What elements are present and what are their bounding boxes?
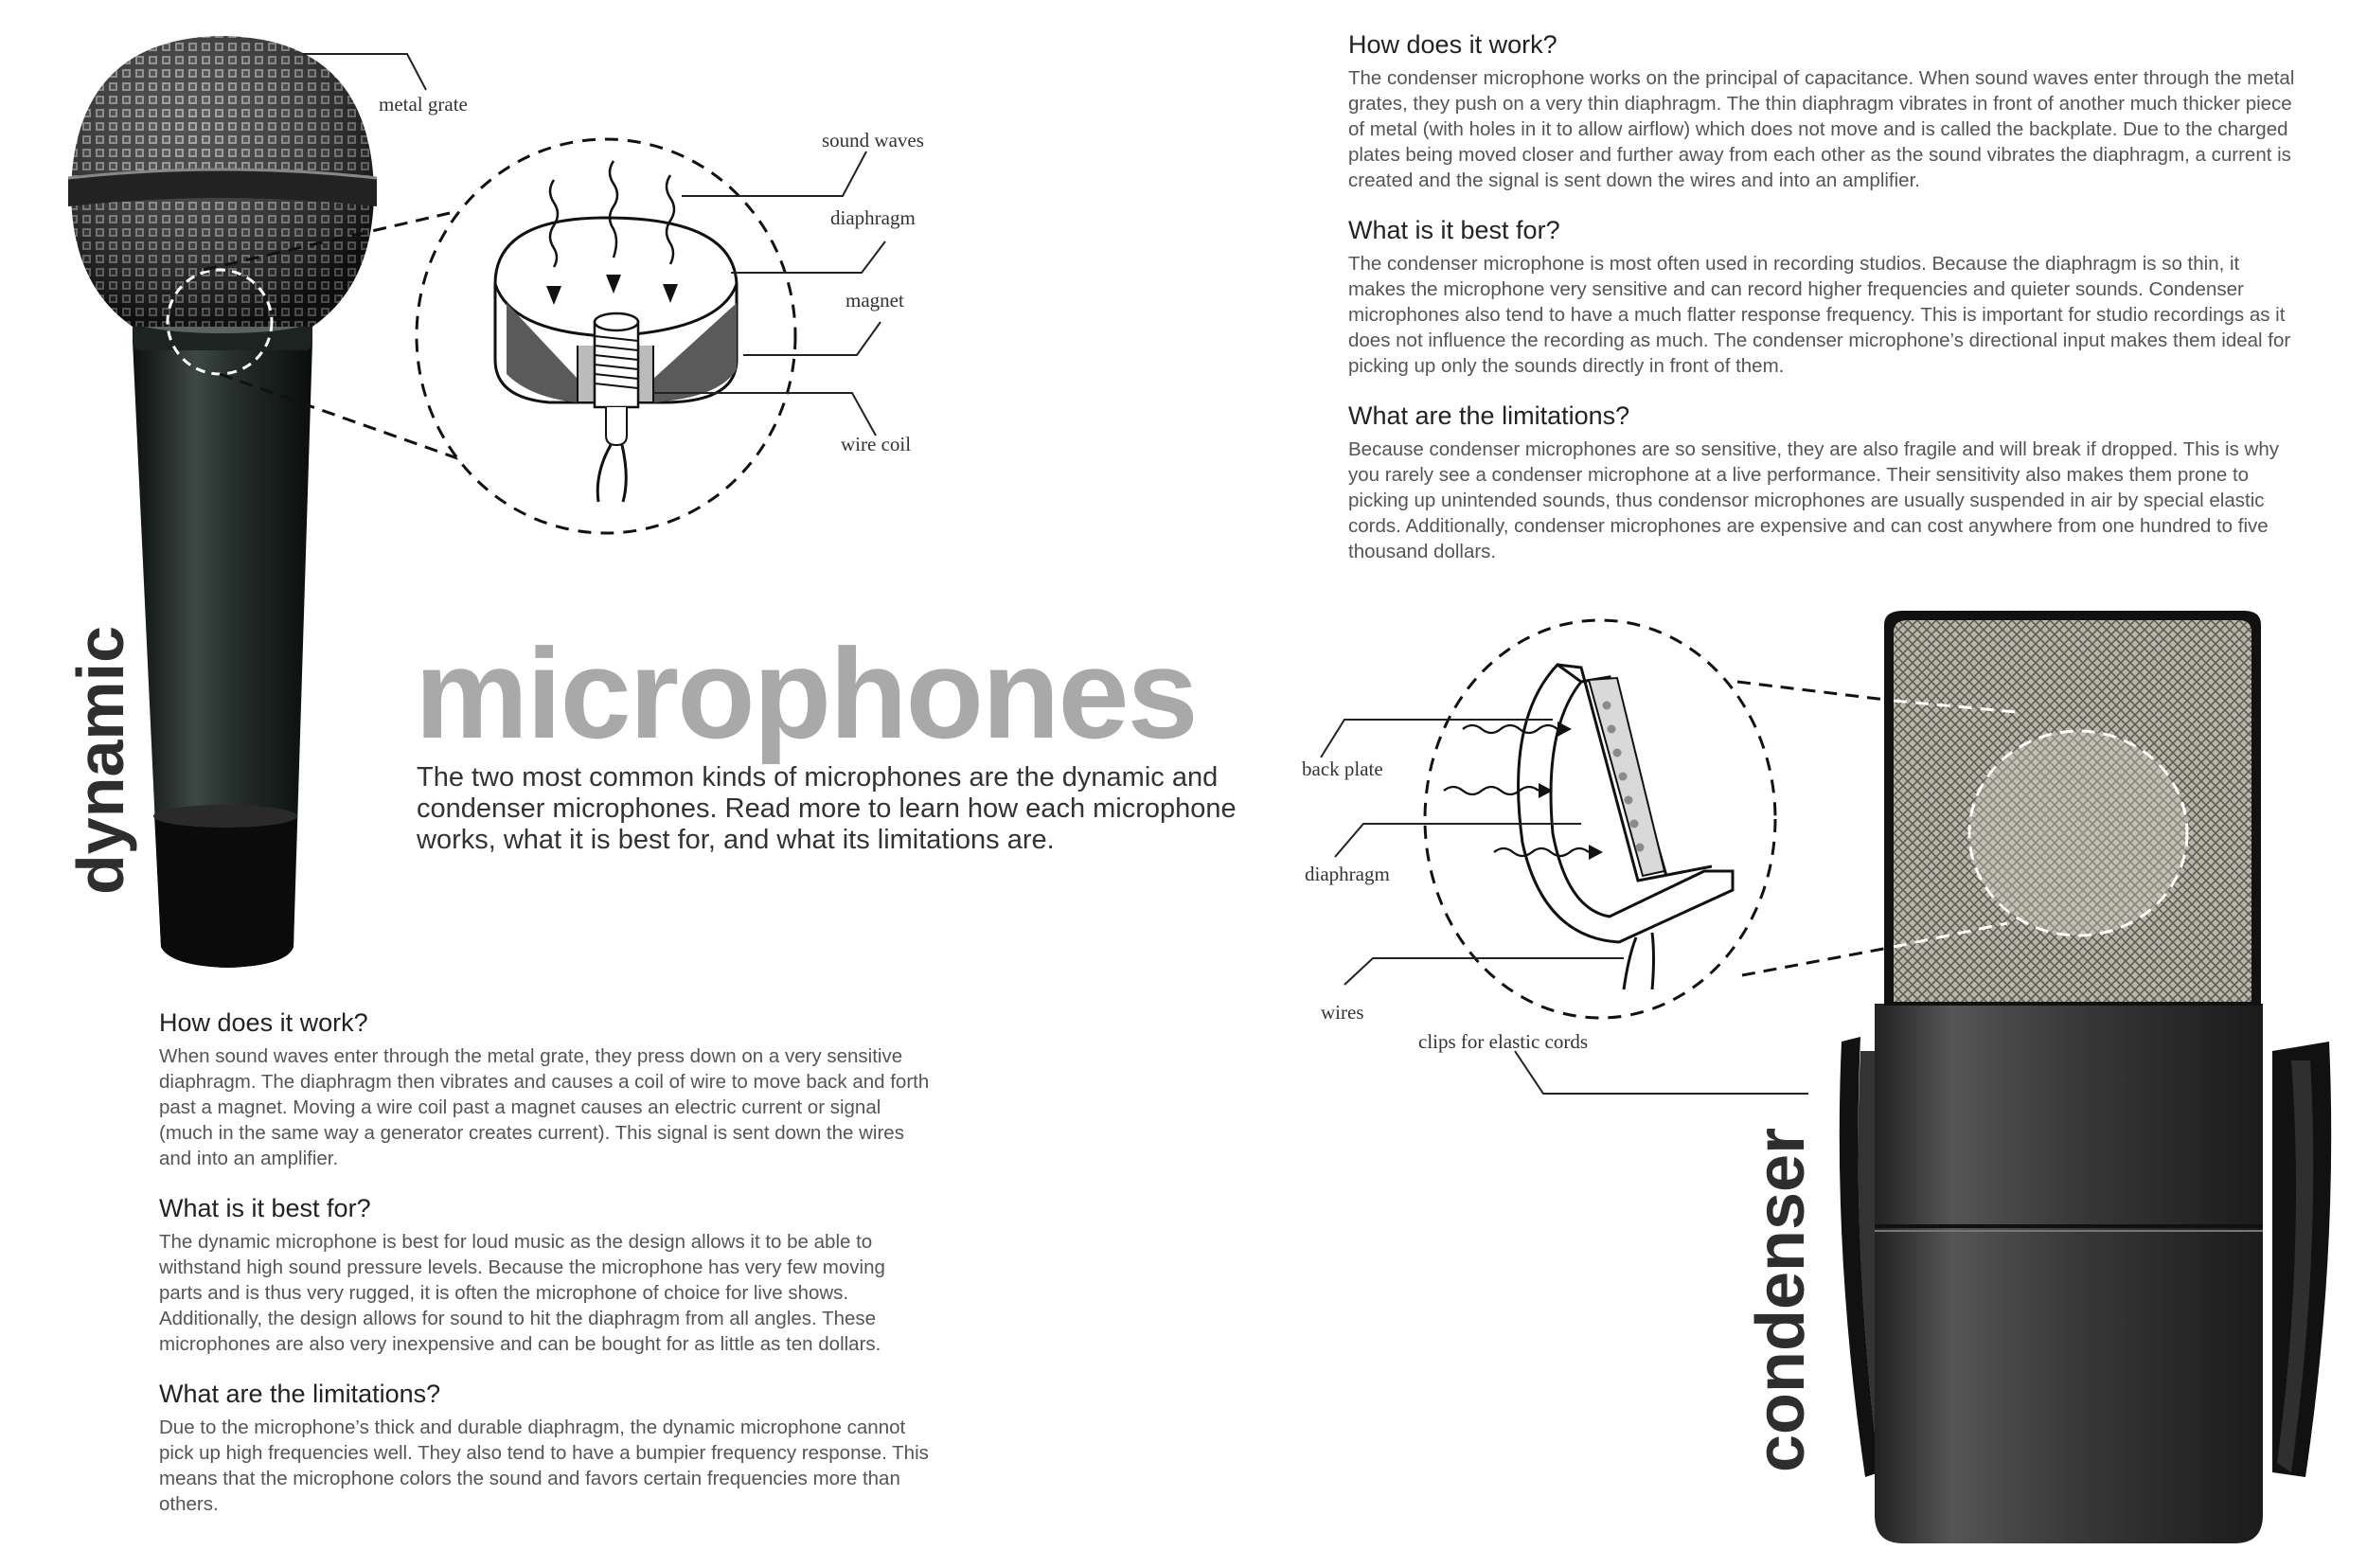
label-condenser-diaphragm: diaphragm <box>1305 863 1390 885</box>
condenser-how-heading: How does it work? <box>1348 30 1557 59</box>
dynamic-cutaway-diagram <box>417 139 795 533</box>
dynamic-limits-body: Due to the microphone’s thick and durable diaphragm, the dynamic microphone cannot pick up high frequencies well. They also tend to have a bumpier frequency response. This means that the microphone colors the sound and favors certain frequencies more than others. <box>159 1417 929 1515</box>
label-diaphragm: diaphragm <box>830 206 916 229</box>
label-wires: wires <box>1321 1001 1364 1024</box>
condenser-best-body: The condenser microphone is most often used in recording studios. Because the diaphragm is so thin, it makes the microphone very sensitive and can record higher frequencies and quieter sounds. Condenser microphones also tend to have a much flatter response frequency. This is important for studio recordings as it does not influence the recording as much. The condenser microphone’s directional input makes them ideal for picking up only the sounds directly in front of them. <box>1348 253 2291 377</box>
dynamic-limits-heading: What are the limitations? <box>159 1380 441 1408</box>
condenser-text-column <box>1348 30 2295 587</box>
dynamic-how-heading: How does it work? <box>159 1008 368 1037</box>
label-sound-waves: sound waves <box>822 129 924 151</box>
label-metal-grate: metal grate <box>379 93 468 116</box>
label-magnet: magnet <box>845 289 904 312</box>
label-clips: clips for elastic cords <box>1418 1030 1589 1053</box>
condenser-limits-body: Because condenser microphones are so sensitive, they are also fragile and will break if dropped. This is why you rarely see a condenser microphone at a live performance. Their sensitivity also makes them prone to picking up unintended sounds, thus condensor microphones are usually suspended in air by special elastic cords. Additionally, condenser microphones are expensive and can cost anywhere from one hundred to five thousand dollars. <box>1348 438 2279 562</box>
dynamic-best-body: The dynamic microphone is best for loud music as the design allows it to be able to withstand high sound pressure levels. Because the microphone has very few moving parts and is thus very rugged, it is often the microphone of choice for live shows. Additionally, the design allows for sound to hit the diaphragm from all angles. These microphones are also very inexpensive and can be bought for as little as ten dollars. <box>159 1231 885 1355</box>
label-back-plate: back plate <box>1302 757 1383 780</box>
dynamic-side-label: dynamic <box>63 626 137 895</box>
page-title: microphones <box>415 622 1197 765</box>
intro-text: The two most common kinds of microphones are the dynamic and condenser microphones. Read more to learn how each microphone works, what it is best for, and what its limitations are. <box>417 762 1237 855</box>
condenser-how-body: The condenser microphone works on the principal of capacitance. When sound waves enter through the metal grates, they push on a very thin diaphragm. The thin diaphragm vibrates in front of another much thicker piece of metal (with holes in it to allow airflow) which does not move and is called the backplate. Due to the charged plates being moved closer and further away from each other as the sound vibrates the diaphragm, a current is created and the signal is sent down the wires and into an amplifier. <box>1348 67 2295 191</box>
condenser-best-heading: What is it best for? <box>1348 216 1560 244</box>
dynamic-text-column <box>159 1008 931 1540</box>
dynamic-how-body: When sound waves enter through the metal grate, they press down on a very sensitive diaphragm. The diaphragm then vibrates and causes a coil of wire to move back and forth past a magnet. Moving a wire coil past a magnet causes an electric current or signal (much in the same way a generator creates current). This signal is sent down the wires and into an amplifier. <box>159 1045 930 1169</box>
dynamic-best-heading: What is it best for? <box>159 1194 371 1222</box>
condenser-microphone-illustration <box>1840 611 2331 1543</box>
label-wire-coil: wire coil <box>841 433 912 455</box>
condenser-limits-heading: What are the limitations? <box>1348 401 1630 430</box>
condenser-side-label: condenser <box>1743 1127 1819 1472</box>
